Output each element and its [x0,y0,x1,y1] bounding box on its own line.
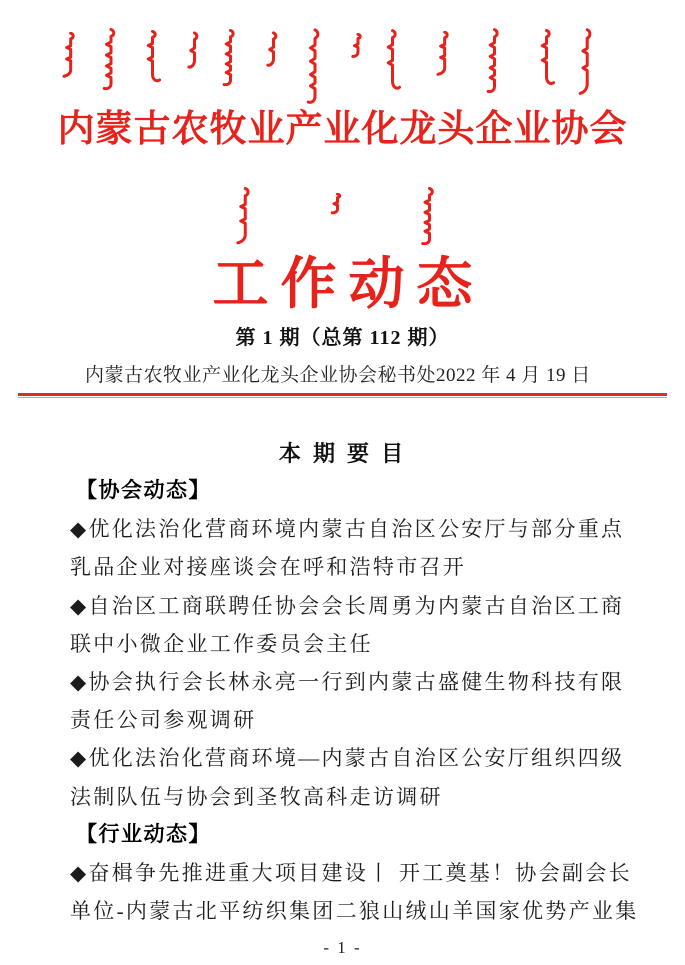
mongolian-word-icon [384,29,401,92]
mongolian-word-icon [486,28,503,93]
toc-item-line: 责任公司参观调研 [70,708,257,733]
mongolian-word-icon [266,31,281,69]
mongolian-word-icon [102,28,120,90]
toc-item-line: ◆协会执行会长林永亮一行到内蒙古盛健生物科技有限 [70,670,625,695]
masthead-row [85,360,590,387]
mongolian-word-icon [351,33,365,59]
header-divider [18,393,667,398]
toc-heading: 本 期 要 目 [278,441,407,466]
toc-item-line: ◆优化法治化营商环境内蒙古自治区公安厅与部分重点 [70,517,625,542]
mongolian-word-icon [222,29,239,86]
page-number: - 1 - [323,938,362,957]
mongolian-word-icon [436,31,452,76]
toc-item-line: 联中小微企业工作委员会主任 [70,631,373,656]
section-label-industry-news: 【行业动态】 [76,822,211,846]
toc-item-line: 乳品企业对接座谈会在呼和浩特市召开 [70,555,467,580]
mongolian-word-icon [235,187,253,245]
publisher-name: 内蒙古农牧业产业化龙头企业协会秘书处 [85,365,437,386]
section-label-association-news: 【协会动态】 [76,479,211,502]
association-name-title: 内蒙古农牧业产业化龙头企业协会 [57,109,628,150]
mongolian-word-icon [187,31,202,71]
mongolian-word-icon [578,28,595,96]
toc-item-line: 法制队伍与协会到圣牧高科走访调研 [70,784,443,809]
issue-number: 第 1 期（总第 112 期） [235,327,450,349]
mongolian-word-icon [62,32,78,78]
bulletin-title: 工作动态 [212,254,485,316]
toc-item-line: ◆优化法治化营商环境—内蒙古自治区公安厅组织四级 [70,746,625,771]
mongolian-word-icon [306,28,324,104]
mongolian-word-icon [330,193,344,215]
mongolian-word-icon [420,187,438,245]
publish-date: 2022 年 4 月 19 日 [436,365,591,386]
mongolian-word-icon [144,30,161,84]
toc-body [70,472,639,930]
toc-item-line: ◆奋楫争先推进重大项目建设丨 开工奠基！协会副会长 [70,861,632,886]
toc-item-line: ◆自治区工商联聘任协会会长周勇为内蒙古自治区工商 [70,593,625,618]
toc-item-line: 单位-内蒙古北平纺织集团二狼山绒山羊国家优势产业集 [70,899,639,924]
mongolian-word-icon [538,29,555,87]
